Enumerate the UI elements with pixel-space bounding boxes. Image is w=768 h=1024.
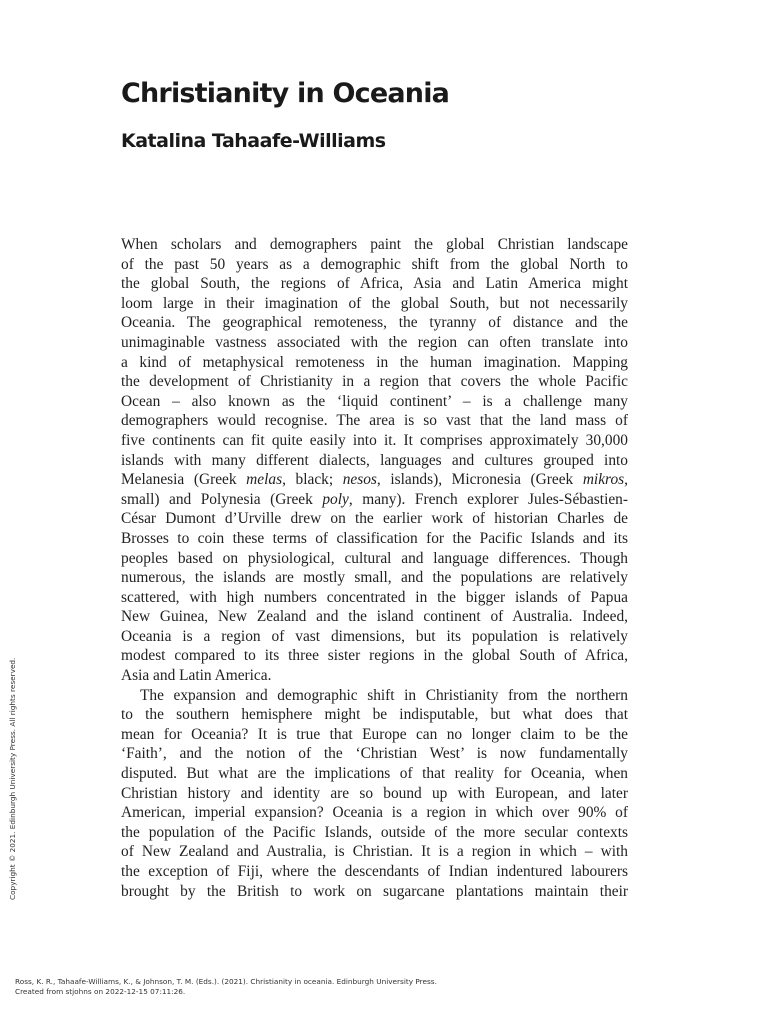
body-line: César Dumont d’Urville drew on the earlier work of historian Charles de <box>121 510 628 528</box>
body-line: peoples based on physiological, cultural and language differences. Though <box>121 549 628 567</box>
body-line: the population of the Pacific Islands, outside of the more secular contexts <box>121 823 628 841</box>
body-line: islands with many different dialects, languages and cultures grouped into <box>121 451 628 469</box>
author-name: Katalina Tahaafe-Williams <box>121 130 386 152</box>
body-line: modest compared to its three sister regions in the global South of Africa, <box>121 647 628 665</box>
body-line: brought by the British to work on sugarcane plantations maintain their <box>121 882 628 900</box>
paragraph-start-line: The expansion and demographic shift in Christianity from the northern <box>140 686 628 704</box>
body-line: the exception of Fiji, where the descendants of Indian indentured labourers <box>121 863 628 880</box>
body-line: of the past 50 years as a demographic shift from the global North to <box>121 255 628 273</box>
body-line: the development of Christianity in a region that covers the whole Pacific <box>121 373 628 391</box>
body-line: loom large in their imagination of the global South, but not necessarily <box>121 294 628 312</box>
body-line: Brosses to coin these terms of classification for the Pacific Islands and its <box>121 529 628 547</box>
paragraph-end-line: Asia and Latin America. <box>121 667 272 685</box>
body-line: scattered, with high numbers concentrated in the bigger islands of Papua <box>121 588 628 606</box>
created-timestamp: Created from stjohns on 2022-12-15 07:11:26. <box>15 987 186 996</box>
body-line: Ocean – also known as the ‘liquid continent’ – is a challenge many <box>121 392 628 410</box>
body-line: When scholars and demographers paint the global Christian landscape <box>121 236 628 253</box>
citation-text: Ross, K. R., Tahaafe-Williams, K., & Johnson, T. M. (Eds.). (2021). Christianity in oceania. Edinburgh University Press. <box>15 977 437 986</box>
page-footer <box>15 977 437 997</box>
body-line: to the southern hemisphere might be indisputable, but what does that <box>121 706 628 724</box>
body-line: demographers would recognise. The area is so vast that the land mass of <box>121 412 628 430</box>
body-line: Oceania. The geographical remoteness, the tyranny of distance and the <box>121 314 628 332</box>
body-line: of New Zealand and Australia, is Christian. It is a region in which – with <box>121 843 628 861</box>
body-line: disputed. But what are the implications of that reality for Oceania, when <box>121 765 628 783</box>
body-line: small) and Polynesia (Greek poly, many). French explorer Jules-Sébastien- <box>121 490 628 508</box>
body-text <box>121 235 628 901</box>
body-line: numerous, the islands are mostly small, and the populations are relatively <box>121 569 628 587</box>
body-line: ‘Faith’, and the notion of the ‘Christian West’ is now fundamentally <box>121 745 628 763</box>
body-line: mean for Oceania? It is true that Europe can no longer claim to be the <box>121 725 628 743</box>
copyright-notice: Copyright © 2021. Edinburgh University Press. All rights reserved. <box>8 657 17 900</box>
body-line: Melanesia (Greek melas, black; nesos, islands), Micronesia (Greek mikros, <box>121 471 628 489</box>
body-line: five continents can fit quite easily into it. It comprises approximately 30,000 <box>121 431 628 449</box>
body-line: New Guinea, New Zealand and the island continent of Australia. Indeed, <box>121 608 628 626</box>
body-line: Oceania is a region of vast dimensions, but its population is relatively <box>121 627 628 645</box>
body-line: unimaginable vastness associated with the region can often translate into <box>121 333 628 351</box>
body-line: the global South, the regions of Africa, Asia and Latin America might <box>121 275 628 293</box>
chapter-title: Christianity in Oceania <box>121 78 450 109</box>
body-line: Christian history and identity are so bound up with European, and later <box>121 784 628 802</box>
body-line: a kind of metaphysical remoteness in the human imagination. Mapping <box>121 353 628 371</box>
body-line: American, imperial expansion? Oceania is a region in which over 90% of <box>121 804 628 822</box>
